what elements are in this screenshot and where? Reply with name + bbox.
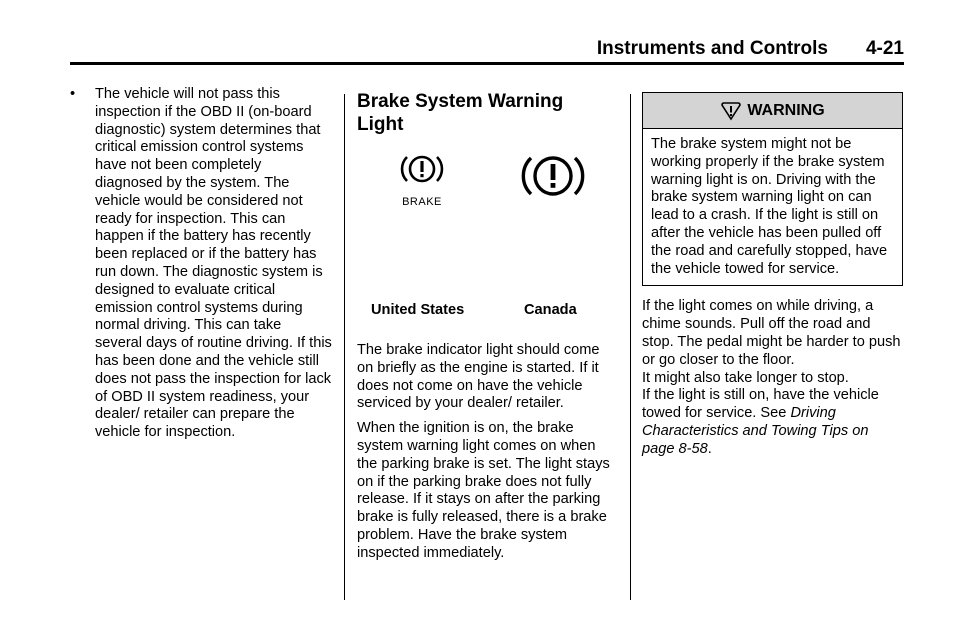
bullet-symbol: • <box>70 86 76 102</box>
middle-column <box>357 90 613 570</box>
page-number: 4-21 <box>865 38 904 59</box>
column-divider-1 <box>344 94 345 600</box>
paragraph: When the ignition is on, the brake system warning light comes on when the parking brake is set. The light stays on if the parking brake does not fully release. If it stays on after the parking brake is fully released, there is a brake problem. Have the brake system inspected immediately. <box>357 420 610 561</box>
paragraph-text: . <box>707 440 712 457</box>
warning-header <box>643 93 902 129</box>
warning-icon <box>720 101 742 121</box>
left-column <box>70 86 332 442</box>
right-column <box>642 92 904 459</box>
page-header <box>70 38 904 62</box>
cross-reference-link[interactable]: Driving Characteristics and Towing Tips on page 8-58 <box>642 405 869 457</box>
brake-light-figure <box>357 150 613 318</box>
warning-body: The brake system might not be working properly if the brake system warning light is on. Driving with the brake system warning light on can lead to a crash. If the light is still on after the vehicle has been pulled off the road and carefully stopped, have the vehicle towed for service. <box>651 136 888 277</box>
brake-icon-label: BRAKE <box>402 195 442 208</box>
column-divider-2 <box>630 94 631 600</box>
warning-title: WARNING <box>747 101 825 119</box>
paragraph: It might also take longer to stop. <box>642 369 849 386</box>
brake-warning-icon <box>393 152 451 186</box>
us-brake-icon <box>393 152 451 212</box>
bullet-item <box>70 86 332 442</box>
warning-box <box>642 92 903 286</box>
section-title: Instruments and Controls <box>596 38 828 59</box>
caption-canada: Canada <box>524 302 577 318</box>
caption-united-states: United States <box>371 302 465 318</box>
paragraph-text: If the light is still on, have the vehicle towed for service. See <box>642 387 879 422</box>
paragraph <box>642 387 904 458</box>
header-rule <box>70 62 904 65</box>
section-heading: Brake System Warning Light <box>357 91 564 135</box>
canada-brake-icon <box>517 150 589 208</box>
bullet-text: The vehicle will not pass this inspection if the OBD II (on-board diagnostic) system determines that critical emission control systems have not been completely diagnosed by the system. The vehicle would be considered not ready for inspection. This can happen if the battery has recently been replaced or if the battery has run down. The diagnostic system is designed to evaluate critical emission control systems during normal driving. This can take several days of routine driving. If this has been done and the vehicle still does not pass the inspection for lack of OBD II system readiness, your dealer/ retailer can prepare the vehicle for inspection. <box>95 86 332 441</box>
brake-warning-icon <box>517 150 589 202</box>
paragraph: The brake indicator light should come on briefly as the engine is started. If it does not come on have the vehicle serviced by your dealer/ retailer. <box>357 342 600 412</box>
paragraph: If the light comes on while driving, a chime sounds. Pull off the road and stop. The pedal might be harder to push or go closer to the floor. <box>642 298 901 368</box>
